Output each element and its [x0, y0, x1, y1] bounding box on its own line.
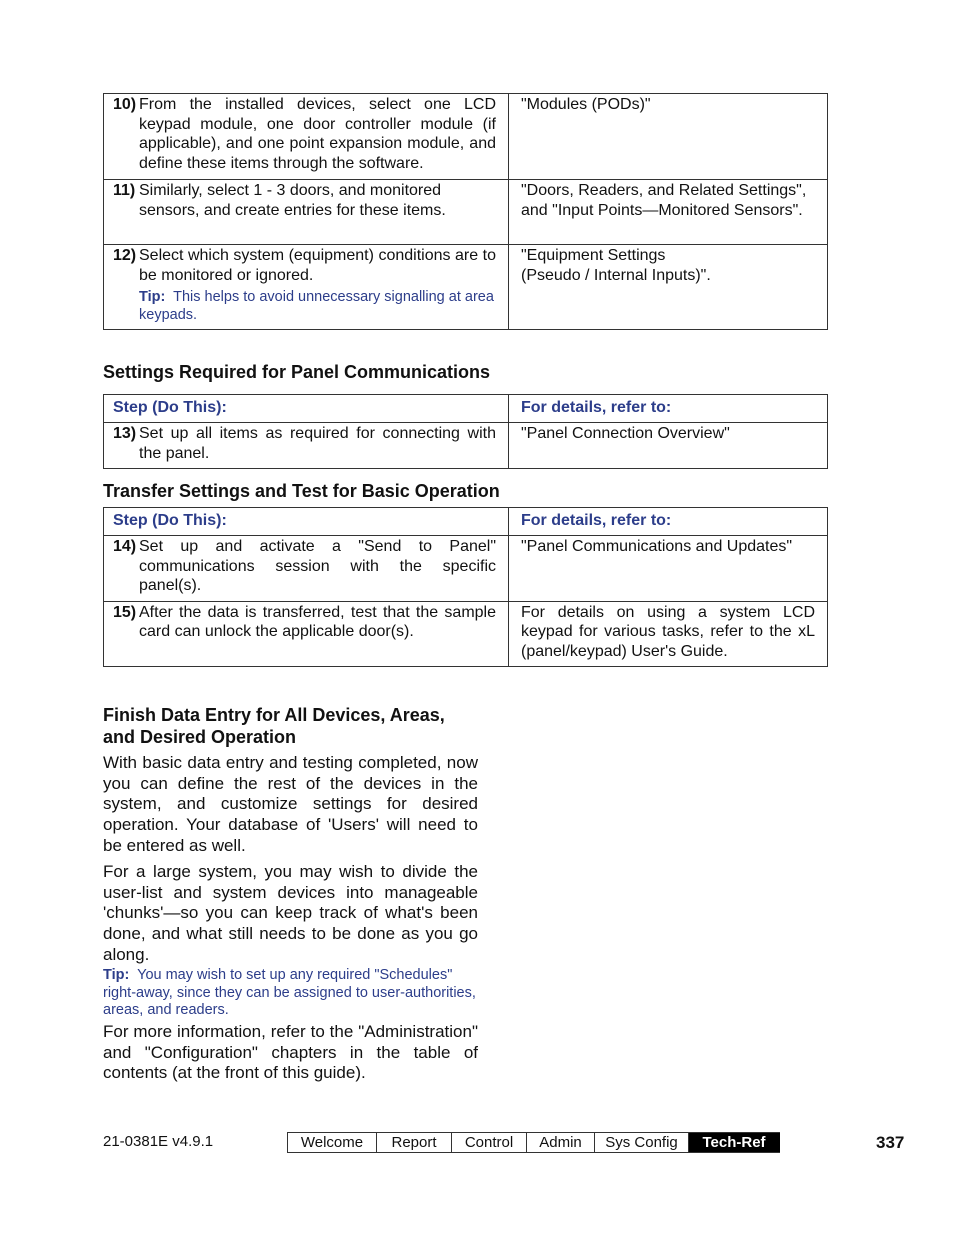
transfer-table	[103, 507, 828, 667]
reference-line: (Pseudo / Internal Inputs)".	[521, 266, 711, 284]
tip-note	[103, 967, 478, 1020]
step-reference	[509, 245, 827, 290]
section-heading: Settings Required for Panel Communications	[103, 362, 491, 382]
step-text: Similarly, select 1 - 3 doors, and monitored sensors, and create entries for these items.	[139, 182, 446, 219]
step-number: 10)	[113, 96, 137, 113]
step-reference: "Doors, Readers, and Related Settings", and "Input Points—Monitored Sensors".	[521, 182, 807, 219]
body-paragraph: For a large system, you may wish to divide the user-list and system devices into manageable 'chunks'—so you can keep track of what's been done, and what still needs to be done as you go along.	[103, 862, 478, 964]
step-reference: "Modules (PODs)"	[521, 96, 651, 113]
nav-tab-report[interactable]: Report	[377, 1133, 452, 1152]
tip-label: Tip:	[103, 967, 130, 983]
step-number: 12)	[113, 247, 137, 264]
column-header-step: Step (Do This):	[113, 512, 227, 529]
column-header-reference: For details, refer to:	[521, 512, 672, 529]
tip-text: You may wish to set up any required "Schedules" right-away, since they can be assigned to user-authorities, areas, and readers.	[103, 967, 476, 1018]
step-number: 13)	[113, 425, 137, 442]
body-paragraph: With basic data entry and testing completed, now you can define the rest of the devices in the system, and customize settings for desired operation. Your database of 'Users' will need to be entered as well.	[103, 753, 478, 855]
table-row	[104, 180, 828, 245]
reference-line: "Equipment Settings	[521, 247, 666, 264]
nav-tab-tech-ref[interactable]: Tech-Ref	[689, 1133, 780, 1152]
step-text: After the data is transferred, test that the sample card can unlock the applicable door(s).	[139, 603, 496, 640]
nav-tab-admin[interactable]: Admin	[527, 1133, 595, 1152]
table-row	[104, 536, 828, 602]
step-reference: "Panel Communications and Updates"	[521, 538, 793, 555]
table-row	[104, 601, 828, 667]
column-header-step: Step (Do This):	[113, 399, 227, 416]
step-text: Set up all items as required for connecting with the panel.	[139, 425, 496, 462]
step-number: 11)	[113, 182, 136, 199]
table-row	[104, 245, 828, 330]
step-reference: "Panel Connection Overview"	[521, 425, 730, 442]
chapter-nav	[287, 1132, 780, 1153]
step-text: From the installed devices, select one LCD keypad module, one door controller module (if applicable), and one point expansion module, and define these items through the software.	[139, 96, 496, 172]
step-reference: For details on using a system LCD keypad for various tasks, refer to the xL (panel/keypad) User's Guide.	[521, 603, 815, 660]
step-text: Select which system (equipment) conditions are to be monitored or ignored.	[139, 247, 496, 284]
table-row	[104, 94, 828, 180]
tip-text: This helps to avoid unnecessary signalling at area keypads.	[139, 289, 494, 323]
heading-line: Finish Data Entry for All Devices, Areas,	[103, 705, 445, 725]
column-header-reference: For details, refer to:	[521, 399, 672, 416]
table-row	[104, 423, 828, 469]
page-number: 337	[876, 1133, 905, 1152]
body-paragraph: For more information, refer to the "Administration" and "Configuration" chapters in the table of contents (at the front of this guide).	[103, 1022, 478, 1083]
table-header-row	[104, 508, 828, 536]
section-heading: Transfer Settings and Test for Basic Operation	[103, 481, 500, 501]
step-number: 15)	[113, 603, 137, 621]
tip-label: Tip:	[139, 289, 166, 305]
nav-tab-welcome[interactable]: Welcome	[288, 1133, 377, 1152]
heading-line: and Desired Operation	[103, 727, 297, 747]
step-number: 14)	[113, 538, 137, 555]
panel-comm-table	[103, 394, 828, 469]
tip-note	[139, 288, 496, 324]
nav-tab-sys-config[interactable]: Sys Config	[595, 1133, 689, 1152]
steps-table-continued	[103, 93, 828, 330]
nav-tab-control[interactable]: Control	[452, 1133, 527, 1152]
document-id: 21-0381E v4.9.1	[103, 1133, 214, 1150]
table-header-row	[104, 395, 828, 423]
section-heading	[103, 704, 445, 748]
step-text: Set up and activate a "Send to Panel" communications session with the specific panel(s).	[139, 538, 496, 594]
